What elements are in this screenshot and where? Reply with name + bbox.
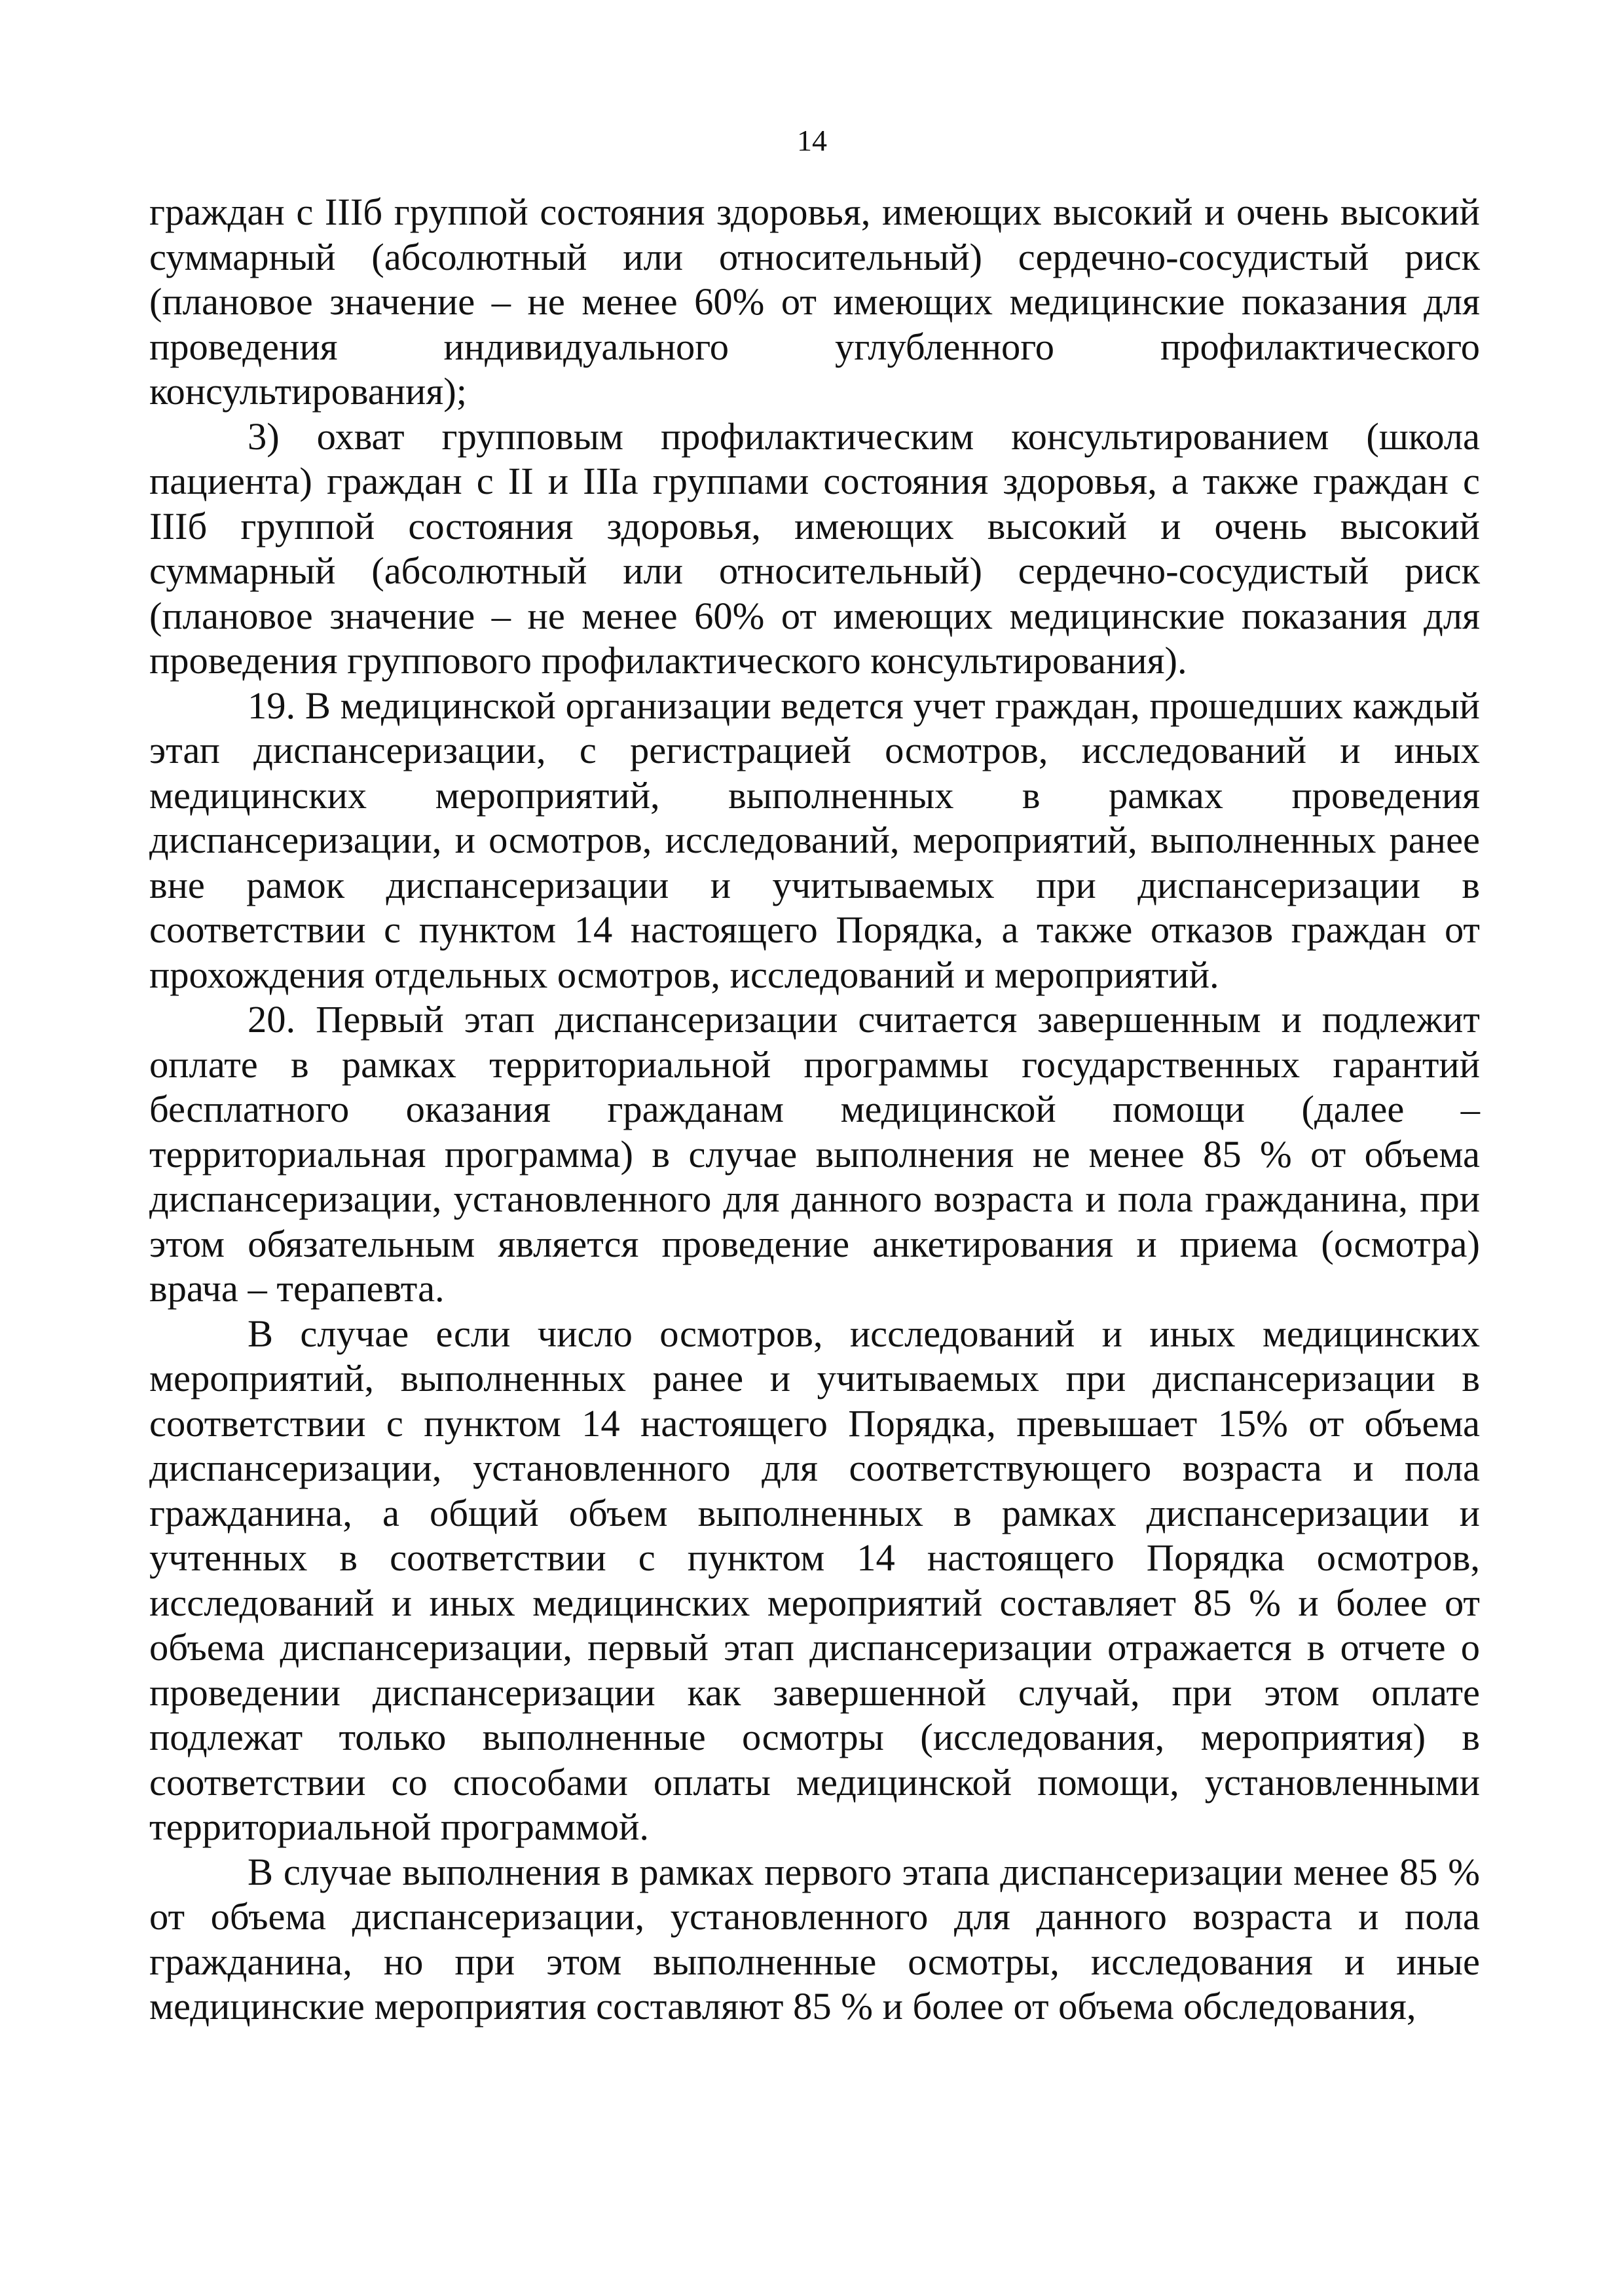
paragraph-continuation: граждан с IIIб группой состояния здоровья, имеющих высокий и очень высокий суммарный (абсолютный или относительный) сердечно-сосудистый риск (плановое значение – не менее 60% от имеющих медицинские показания для проведения индивидуального углубленного профилактического консультирования); xyxy=(149,191,1480,413)
body-text xyxy=(149,190,1480,2029)
paragraph-item-3-group-counseling: 3) охват групповым профилактическим консультированием (школа пациента) граждан с II и IIIа группами состояния здоровья, а также граждан с IIIб группой состояния здоровья, имеющих высокий и очень высокий суммарный (абсолютный или относительный) сердечно-сосудистый риск (плановое значение – не менее 60% от имеющих медицинские показания для проведения группового профилактического консультирования). xyxy=(149,415,1480,682)
paragraph-clause-20: 20. Первый этап диспансеризации считается завершенным и подлежит оплате в рамках территориальной программы государственных гарантий бесплатного оказания гражданам медицинской помощи (далее – территориальная программа) в случае выполнения не менее 85 % от объема диспансеризации, установленного для данного возраста и пола гражданина, при этом обязательным является проведение анкетирования и приема (осмотра) врача – терапевта. xyxy=(149,998,1480,1310)
paragraph-less-than-85-percent: В случае выполнения в рамках первого этапа диспансеризации менее 85 % от объема диспансеризации, установленного для данного возраста и пола гражданина, но при этом выполненные осмотры, исследования и иные медицинские мероприятия составляют 85 % и более от объема обследования, xyxy=(149,1850,1480,2028)
paragraph-exceeds-15-percent: В случае если число осмотров, исследований и иных медицинских мероприятий, выполненных ранее и учитываемых при диспансеризации в соответствии с пунктом 14 настоящего Порядка, превышает 15% от объема диспансеризации, установленного для соответствующего возраста и пола гражданина, а общий объем выполненных в рамках диспансеризации и учтенных в соответствии с пунктом 14 настоящего Порядка осмотров, исследований и иных медицинских мероприятий составляет 85 % и более от объема диспансеризации, первый этап диспансеризации отражается в отчете о проведении диспансеризации как завершенной случай, при этом оплате подлежат только выполненные осмотры (исследования, мероприятия) в соответствии со способами оплаты медицинской помощи, установленными территориальной программой. xyxy=(149,1312,1480,1848)
paragraph-clause-19: 19. В медицинской организации ведется учет граждан, прошедших каждый этап диспансеризации, с регистрацией осмотров, исследований и иных медицинских мероприятий, выполненных в рамках проведения диспансеризации, и осмотров, исследований, мероприятий, выполненных ранее вне рамок диспансеризации и учитываемых при диспансеризации в соответствии с пунктом 14 настоящего Порядка, а также отказов граждан от прохождения отдельных осмотров, исследований и мероприятий. xyxy=(149,684,1480,996)
page-number: 14 xyxy=(797,124,827,157)
